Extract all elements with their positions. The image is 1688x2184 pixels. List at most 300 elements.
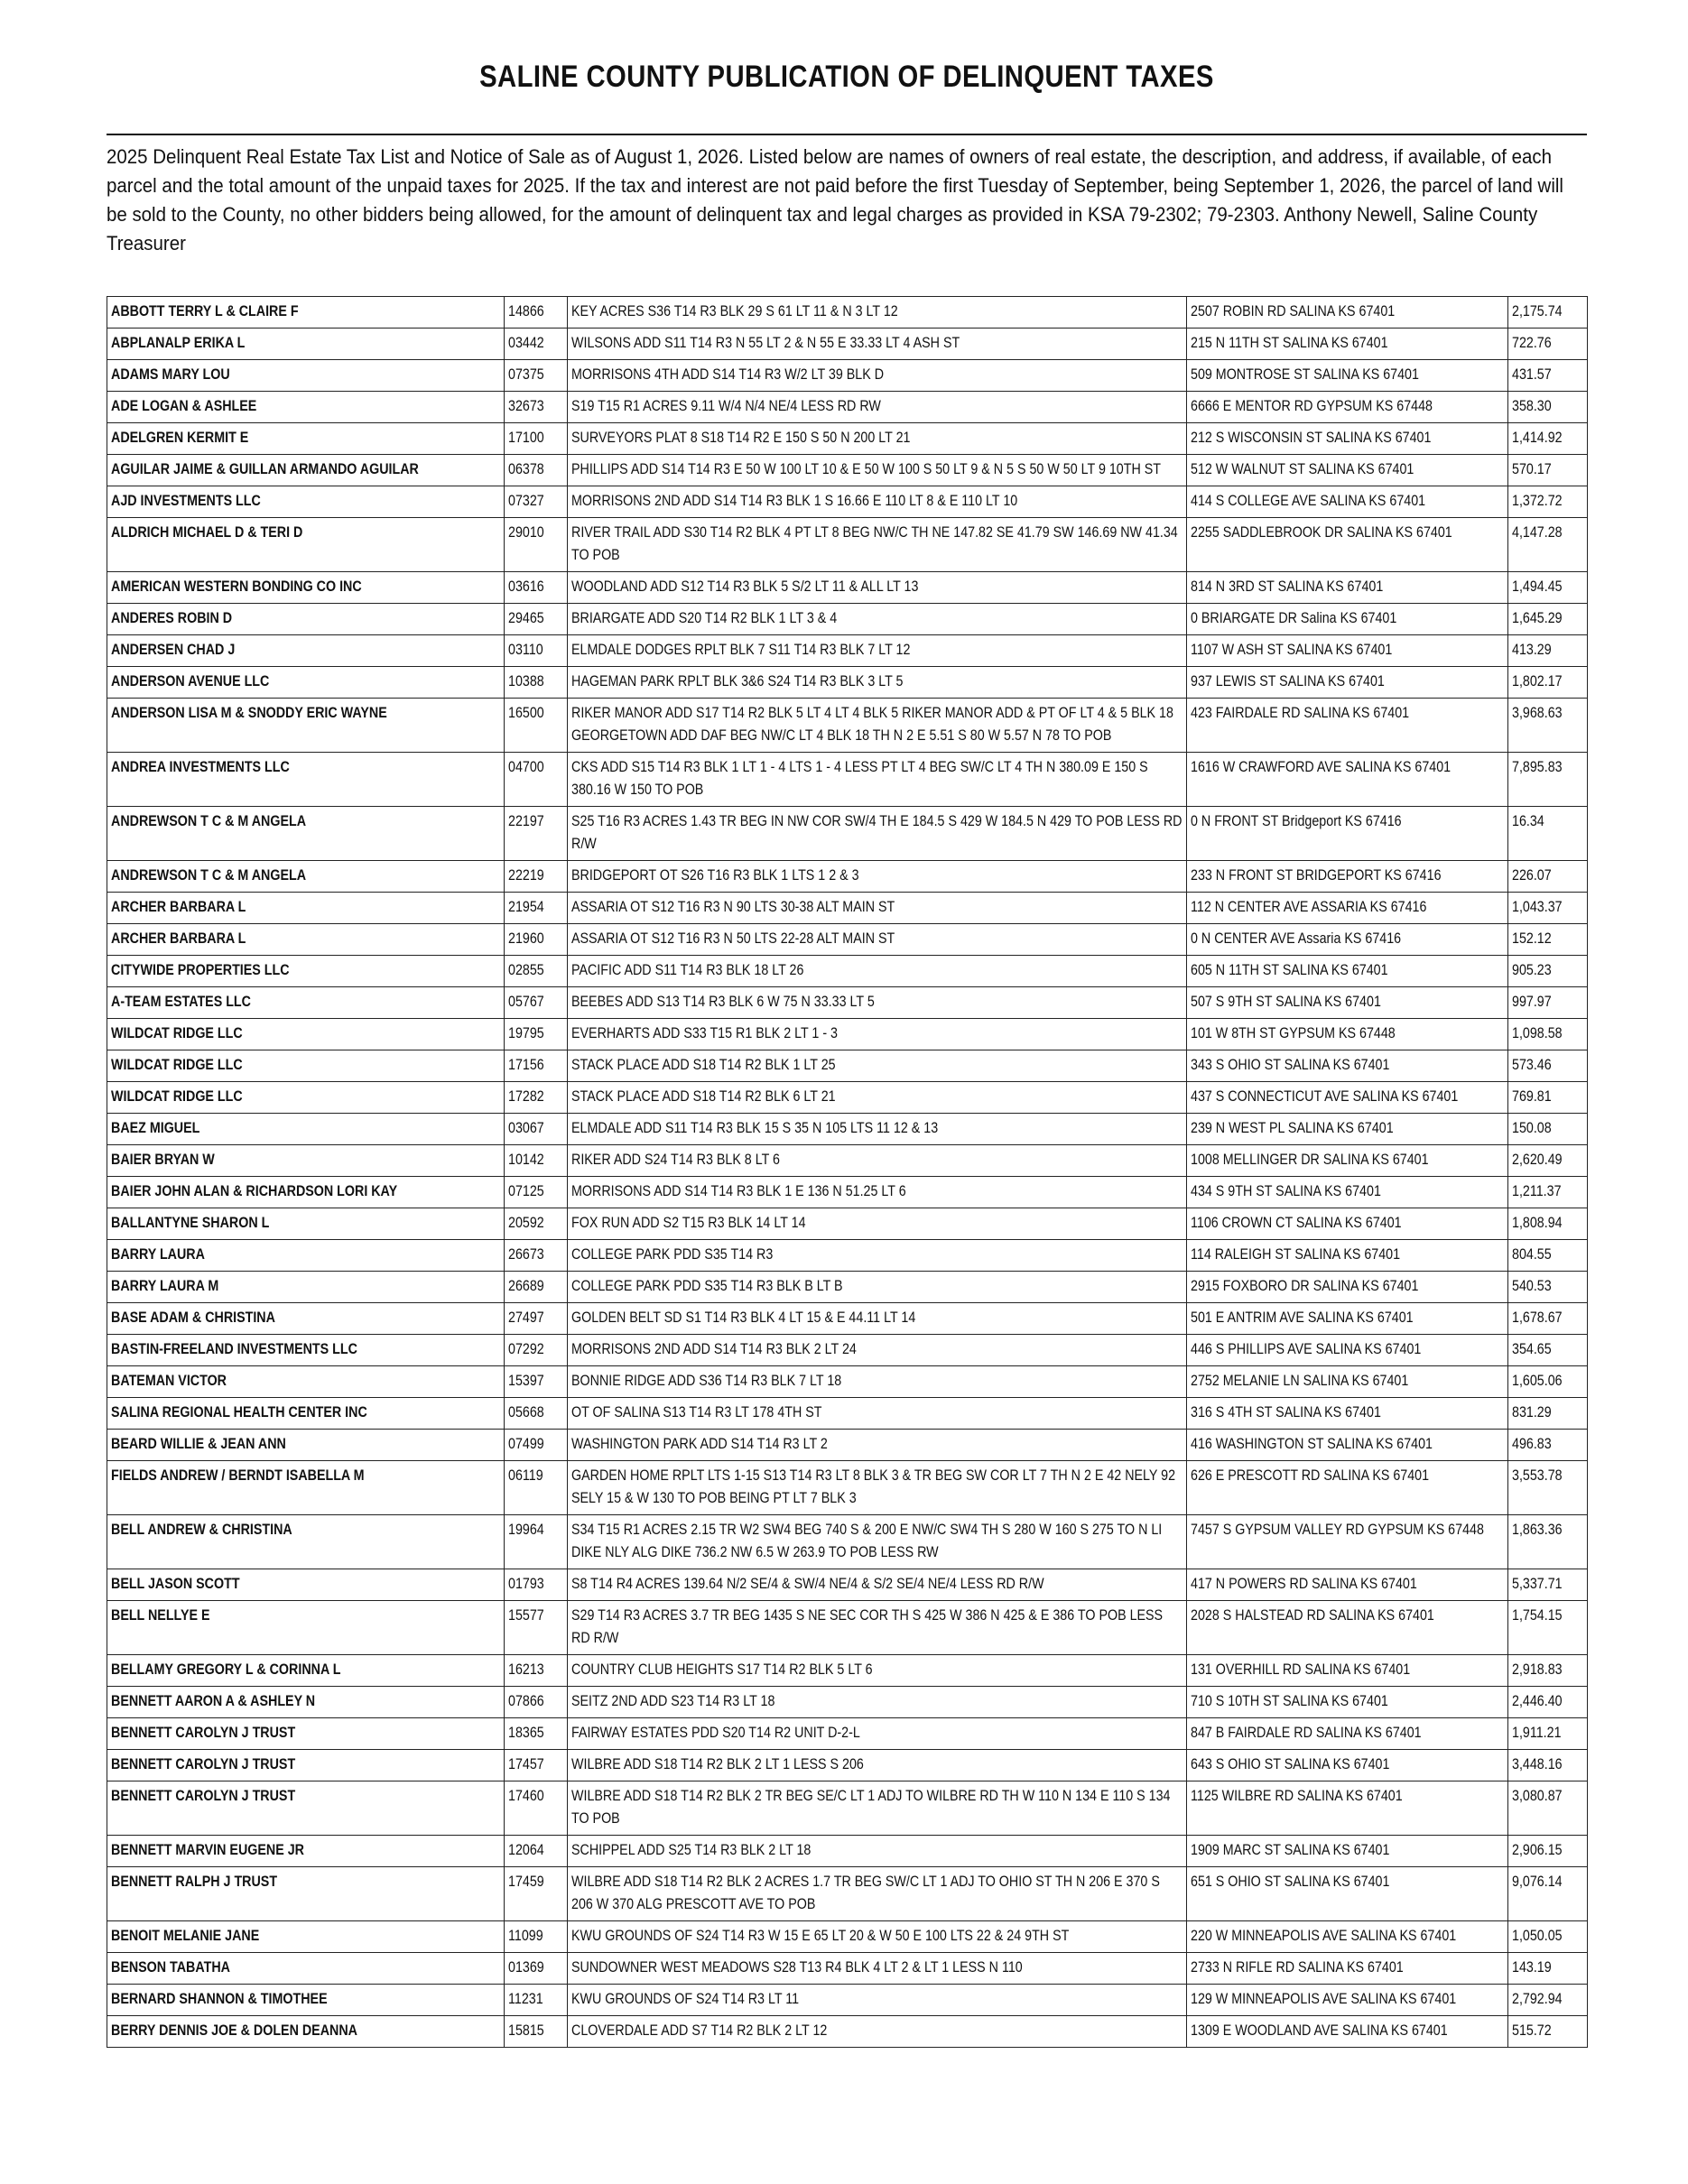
owner-name-cell bbox=[107, 604, 505, 635]
owner-name-cell bbox=[107, 924, 505, 956]
owner-name-cell bbox=[107, 1836, 505, 1867]
parcel-number-text: 20592 bbox=[508, 1214, 544, 1231]
table-row bbox=[107, 1461, 1588, 1515]
legal-description-cell bbox=[568, 1953, 1187, 1985]
owner-name-text: WILDCAT RIDGE LLC bbox=[111, 1056, 243, 1073]
owner-name-text: A-TEAM ESTATES LLC bbox=[111, 993, 251, 1010]
parcel-number-cell bbox=[505, 807, 568, 861]
owner-name-cell bbox=[107, 1050, 505, 1082]
tax-amount-text: 1,211.37 bbox=[1512, 1182, 1562, 1199]
owner-name-cell bbox=[107, 1781, 505, 1836]
table-row bbox=[107, 1718, 1588, 1750]
owner-name-cell bbox=[107, 893, 505, 924]
property-address-cell bbox=[1187, 423, 1508, 455]
table-row bbox=[107, 518, 1588, 572]
legal-description-text: BRIARGATE ADD S20 T14 R2 BLK 1 LT 3 & 4 bbox=[571, 609, 838, 626]
tax-amount-text: 4,147.28 bbox=[1512, 523, 1563, 541]
owner-name-cell bbox=[107, 1019, 505, 1050]
tax-amount-text: 152.12 bbox=[1512, 930, 1552, 947]
owner-name-text: BENNETT CAROLYN J TRUST bbox=[111, 1787, 296, 1804]
legal-description-cell bbox=[568, 1303, 1187, 1335]
owner-name-cell bbox=[107, 518, 505, 572]
owner-name-cell bbox=[107, 423, 505, 455]
tax-amount-cell bbox=[1508, 486, 1588, 518]
table-row bbox=[107, 1114, 1588, 1145]
property-address-cell bbox=[1187, 329, 1508, 360]
tax-amount-cell bbox=[1508, 807, 1588, 861]
parcel-number-text: 29465 bbox=[508, 609, 544, 626]
parcel-number-cell bbox=[505, 518, 568, 572]
parcel-number-text: 03616 bbox=[508, 578, 544, 595]
tax-amount-text: 2,175.74 bbox=[1512, 302, 1563, 319]
tax-amount-text: 358.30 bbox=[1512, 397, 1552, 414]
tax-amount-text: 7,895.83 bbox=[1512, 758, 1563, 775]
legal-description-text: KWU GROUNDS OF S24 T14 R3 W 15 E 65 LT 20 & W 50 E 100 LTS 22 & 24 9TH ST bbox=[571, 1927, 1070, 1944]
legal-description-text: EVERHARTS ADD S33 T15 R1 BLK 2 LT 1 - 3 bbox=[571, 1024, 838, 1041]
owner-name-text: ADELGREN KERMIT E bbox=[111, 429, 249, 446]
property-address-cell bbox=[1187, 1836, 1508, 1867]
parcel-number-text: 07327 bbox=[508, 492, 544, 509]
legal-description-text: WASHINGTON PARK ADD S14 T14 R3 LT 2 bbox=[571, 1435, 828, 1452]
property-address-cell bbox=[1187, 1687, 1508, 1718]
legal-description-text: ELMDALE ADD S11 T14 R3 BLK 15 S 35 N 105 LTS 11 12 & 13 bbox=[571, 1119, 939, 1136]
parcel-number-text: 10142 bbox=[508, 1151, 544, 1168]
parcel-number-cell bbox=[505, 667, 568, 699]
property-address-text: 417 N POWERS RD SALINA KS 67401 bbox=[1191, 1575, 1417, 1592]
property-address-cell bbox=[1187, 1050, 1508, 1082]
table-row bbox=[107, 1953, 1588, 1985]
tax-amount-text: 2,792.94 bbox=[1512, 1990, 1563, 2007]
tax-amount-text: 431.57 bbox=[1512, 366, 1552, 383]
legal-description-cell bbox=[568, 1655, 1187, 1687]
owner-name-text: BASE ADAM & CHRISTINA bbox=[111, 1309, 275, 1326]
legal-description-text: WILBRE ADD S18 T14 R2 BLK 2 ACRES 1.7 TR BEG SW/C LT 1 ADJ TO OHIO ST TH N 206 E 370 S 206 W 370 ALG PRESCOTT AVE TO POB bbox=[571, 1873, 1160, 1912]
parcel-number-cell bbox=[505, 1515, 568, 1569]
owner-name-text: BERRY DENNIS JOE & DOLEN DEANNA bbox=[111, 2022, 357, 2039]
legal-description-text: FAIRWAY ESTATES PDD S20 T14 R2 UNIT D-2-L bbox=[571, 1724, 860, 1741]
owner-name-text: ADAMS MARY LOU bbox=[111, 366, 230, 383]
property-address-text: 2255 SADDLEBROOK DR SALINA KS 67401 bbox=[1191, 523, 1452, 541]
parcel-number-text: 06378 bbox=[508, 460, 544, 477]
legal-description-text: MORRISONS 2ND ADD S14 T14 R3 BLK 1 S 16.66 E 110 LT 8 & E 110 LT 10 bbox=[571, 492, 1018, 509]
property-address-cell bbox=[1187, 861, 1508, 893]
owner-name-text: BAEZ MIGUEL bbox=[111, 1119, 200, 1136]
legal-description-cell bbox=[568, 572, 1187, 604]
property-address-cell bbox=[1187, 699, 1508, 753]
owner-name-text: ANDERSON AVENUE LLC bbox=[111, 672, 270, 689]
parcel-number-cell bbox=[505, 1114, 568, 1145]
property-address-text: 512 W WALNUT ST SALINA KS 67401 bbox=[1191, 460, 1414, 477]
property-address-cell bbox=[1187, 1985, 1508, 2016]
legal-description-text: FOX RUN ADD S2 T15 R3 BLK 14 LT 14 bbox=[571, 1214, 806, 1231]
tax-amount-text: 1,808.94 bbox=[1512, 1214, 1563, 1231]
legal-description-cell bbox=[568, 1050, 1187, 1082]
property-address-text: 423 FAIRDALE RD SALINA KS 67401 bbox=[1191, 704, 1410, 721]
owner-name-cell bbox=[107, 1177, 505, 1208]
property-address-text: 239 N WEST PL SALINA KS 67401 bbox=[1191, 1119, 1394, 1136]
legal-description-cell bbox=[568, 1177, 1187, 1208]
legal-description-text: SEITZ 2ND ADD S23 T14 R3 LT 18 bbox=[571, 1692, 775, 1709]
tax-amount-text: 1,372.72 bbox=[1512, 492, 1563, 509]
parcel-number-text: 15397 bbox=[508, 1372, 544, 1389]
legal-description-cell bbox=[568, 1208, 1187, 1240]
tax-amount-text: 226.07 bbox=[1512, 866, 1552, 884]
table-row bbox=[107, 861, 1588, 893]
parcel-number-cell bbox=[505, 1921, 568, 1953]
parcel-number-text: 11099 bbox=[508, 1927, 543, 1944]
owner-name-cell bbox=[107, 1985, 505, 2016]
property-address-cell bbox=[1187, 1303, 1508, 1335]
legal-description-cell bbox=[568, 987, 1187, 1019]
legal-description-cell bbox=[568, 604, 1187, 635]
property-address-cell bbox=[1187, 1082, 1508, 1114]
parcel-number-cell bbox=[505, 2016, 568, 2048]
property-address-text: 814 N 3RD ST SALINA KS 67401 bbox=[1191, 578, 1384, 595]
parcel-number-cell bbox=[505, 360, 568, 392]
legal-description-cell bbox=[568, 1921, 1187, 1953]
legal-description-text: COLLEGE PARK PDD S35 T14 R3 BLK B LT B bbox=[571, 1277, 843, 1294]
parcel-number-text: 19795 bbox=[508, 1024, 544, 1041]
parcel-number-text: 21960 bbox=[508, 930, 544, 947]
property-address-text: 847 B FAIRDALE RD SALINA KS 67401 bbox=[1191, 1724, 1422, 1741]
legal-description-text: S34 T15 R1 ACRES 2.15 TR W2 SW4 BEG 740 S & 200 E NW/C SW4 TH S 280 W 160 S 275 TO N LI DIKE NLY ALG DIKE 736.2 NW 6.5 W 263.9 TO POB LESS RW bbox=[571, 1521, 1163, 1560]
property-address-text: 114 RALEIGH ST SALINA KS 67401 bbox=[1191, 1245, 1401, 1263]
table-row bbox=[107, 1240, 1588, 1272]
legal-description-text: COUNTRY CLUB HEIGHTS S17 T14 R2 BLK 5 LT 6 bbox=[571, 1661, 873, 1678]
legal-description-text: RIVER TRAIL ADD S30 T14 R2 BLK 4 PT LT 8 BEG NW/C TH NE 147.82 SE 41.79 SW 146.69 NW 41.34 TO POB bbox=[571, 523, 1178, 563]
table-row bbox=[107, 893, 1588, 924]
tax-amount-cell bbox=[1508, 1867, 1588, 1921]
tax-amount-text: 9,076.14 bbox=[1512, 1873, 1563, 1890]
tax-amount-cell bbox=[1508, 1398, 1588, 1430]
tax-amount-text: 16.34 bbox=[1512, 812, 1544, 829]
legal-description-text: S8 T14 R4 ACRES 139.64 N/2 SE/4 & SW/4 NE/4 & S/2 SE/4 NE/4 LESS RD R/W bbox=[571, 1575, 1044, 1592]
property-address-text: 316 S 4TH ST SALINA KS 67401 bbox=[1191, 1403, 1381, 1421]
table-row bbox=[107, 924, 1588, 956]
table-row bbox=[107, 486, 1588, 518]
table-row bbox=[107, 455, 1588, 486]
legal-description-text: OT OF SALINA S13 T14 R3 LT 178 4TH ST bbox=[571, 1403, 822, 1421]
tax-amount-cell bbox=[1508, 1718, 1588, 1750]
table-row bbox=[107, 1335, 1588, 1366]
parcel-number-text: 07499 bbox=[508, 1435, 544, 1452]
legal-description-text: MORRISONS 4TH ADD S14 T14 R3 W/2 LT 39 BLK D bbox=[571, 366, 885, 383]
tax-amount-text: 3,080.87 bbox=[1512, 1787, 1563, 1804]
tax-amount-text: 769.81 bbox=[1512, 1087, 1552, 1105]
owner-name-cell bbox=[107, 392, 505, 423]
tax-amount-cell bbox=[1508, 1687, 1588, 1718]
owner-name-text: BARRY LAURA M bbox=[111, 1277, 219, 1294]
tax-amount-text: 2,918.83 bbox=[1512, 1661, 1563, 1678]
property-address-text: 416 WASHINGTON ST SALINA KS 67401 bbox=[1191, 1435, 1433, 1452]
parcel-number-cell bbox=[505, 297, 568, 329]
tax-amount-cell bbox=[1508, 1208, 1588, 1240]
tax-amount-cell bbox=[1508, 1272, 1588, 1303]
owner-name-text: BELL ANDREW & CHRISTINA bbox=[111, 1521, 292, 1538]
owner-name-text: AMERICAN WESTERN BONDING CO INC bbox=[111, 578, 362, 595]
legal-description-text: COLLEGE PARK PDD S35 T14 R3 bbox=[571, 1245, 774, 1263]
parcel-number-cell bbox=[505, 1177, 568, 1208]
parcel-number-cell bbox=[505, 604, 568, 635]
tax-amount-text: 2,906.15 bbox=[1512, 1841, 1563, 1858]
property-address-text: 507 S 9TH ST SALINA KS 67401 bbox=[1191, 993, 1381, 1010]
parcel-number-text: 18365 bbox=[508, 1724, 544, 1741]
owner-name-cell bbox=[107, 1953, 505, 1985]
legal-description-cell bbox=[568, 1985, 1187, 2016]
owner-name-text: BASTIN-FREELAND INVESTMENTS LLC bbox=[111, 1340, 357, 1357]
table-row bbox=[107, 360, 1588, 392]
parcel-number-cell bbox=[505, 486, 568, 518]
tax-amount-text: 515.72 bbox=[1512, 2022, 1552, 2039]
parcel-number-text: 19964 bbox=[508, 1521, 544, 1538]
property-address-cell bbox=[1187, 604, 1508, 635]
tax-amount-cell bbox=[1508, 1114, 1588, 1145]
parcel-number-cell bbox=[505, 1366, 568, 1398]
legal-description-text: BEEBES ADD S13 T14 R3 BLK 6 W 75 N 33.33 LT 5 bbox=[571, 993, 875, 1010]
legal-description-cell bbox=[568, 360, 1187, 392]
tax-amount-text: 2,446.40 bbox=[1512, 1692, 1563, 1709]
property-address-text: 343 S OHIO ST SALINA KS 67401 bbox=[1191, 1056, 1390, 1073]
owner-name-cell bbox=[107, 1208, 505, 1240]
tax-amount-cell bbox=[1508, 360, 1588, 392]
property-address-cell bbox=[1187, 1398, 1508, 1430]
owner-name-cell bbox=[107, 1921, 505, 1953]
parcel-number-text: 12064 bbox=[508, 1841, 544, 1858]
tax-amount-text: 997.97 bbox=[1512, 993, 1552, 1010]
property-address-text: 501 E ANTRIM AVE SALINA KS 67401 bbox=[1191, 1309, 1414, 1326]
property-address-text: 233 N FRONT ST BRIDGEPORT KS 67416 bbox=[1191, 866, 1442, 884]
property-address-cell bbox=[1187, 1177, 1508, 1208]
tax-amount-cell bbox=[1508, 1750, 1588, 1781]
owner-name-cell bbox=[107, 329, 505, 360]
table-row bbox=[107, 1781, 1588, 1836]
property-address-text: 1107 W ASH ST SALINA KS 67401 bbox=[1191, 641, 1393, 658]
table-row bbox=[107, 329, 1588, 360]
property-address-text: 212 S WISCONSIN ST SALINA KS 67401 bbox=[1191, 429, 1432, 446]
parcel-number-text: 05668 bbox=[508, 1403, 544, 1421]
tax-amount-text: 1,863.36 bbox=[1512, 1521, 1563, 1538]
legal-description-cell bbox=[568, 455, 1187, 486]
parcel-number-cell bbox=[505, 635, 568, 667]
table-row bbox=[107, 1019, 1588, 1050]
tax-amount-cell bbox=[1508, 392, 1588, 423]
owner-name-text: ARCHER BARBARA L bbox=[111, 930, 246, 947]
property-address-text: 129 W MINNEAPOLIS AVE SALINA KS 67401 bbox=[1191, 1990, 1457, 2007]
owner-name-text: WILDCAT RIDGE LLC bbox=[111, 1087, 243, 1105]
owner-name-text: BELLAMY GREGORY L & CORINNA L bbox=[111, 1661, 341, 1678]
legal-description-cell bbox=[568, 807, 1187, 861]
owner-name-text: WILDCAT RIDGE LLC bbox=[111, 1024, 243, 1041]
parcel-number-text: 07866 bbox=[508, 1692, 544, 1709]
legal-description-cell bbox=[568, 635, 1187, 667]
parcel-number-text: 22197 bbox=[508, 812, 544, 829]
owner-name-cell bbox=[107, 1687, 505, 1718]
parcel-number-cell bbox=[505, 1019, 568, 1050]
tax-amount-text: 2,620.49 bbox=[1512, 1151, 1563, 1168]
property-address-text: 1616 W CRAWFORD AVE SALINA KS 67401 bbox=[1191, 758, 1451, 775]
owner-name-cell bbox=[107, 2016, 505, 2048]
parcel-number-cell bbox=[505, 1687, 568, 1718]
owner-name-text: ANDREWSON T C & M ANGELA bbox=[111, 812, 307, 829]
table-row bbox=[107, 604, 1588, 635]
legal-description-text: ELMDALE DODGES RPLT BLK 7 S11 T14 R3 BLK 7 LT 12 bbox=[571, 641, 911, 658]
property-address-cell bbox=[1187, 455, 1508, 486]
legal-description-cell bbox=[568, 1019, 1187, 1050]
table-row bbox=[107, 1655, 1588, 1687]
parcel-number-cell bbox=[505, 753, 568, 807]
legal-description-text: WILBRE ADD S18 T14 R2 BLK 2 TR BEG SE/C LT 1 ADJ TO WILBRE RD TH W 110 N 134 E 110 S 134 TO POB bbox=[571, 1787, 1171, 1827]
table-row bbox=[107, 572, 1588, 604]
property-address-text: 7457 S GYPSUM VALLEY RD GYPSUM KS 67448 bbox=[1191, 1521, 1484, 1538]
legal-description-text: MORRISONS 2ND ADD S14 T14 R3 BLK 2 LT 24 bbox=[571, 1340, 857, 1357]
table-row bbox=[107, 635, 1588, 667]
property-address-text: 0 N CENTER AVE Assaria KS 67416 bbox=[1191, 930, 1402, 947]
legal-description-text: SUNDOWNER WEST MEADOWS S28 T13 R4 BLK 4 LT 2 & LT 1 LESS N 110 bbox=[571, 1958, 1023, 1976]
property-address-cell bbox=[1187, 1272, 1508, 1303]
tax-amount-text: 722.76 bbox=[1512, 334, 1552, 351]
owner-name-cell bbox=[107, 1515, 505, 1569]
owner-name-text: BENOIT MELANIE JANE bbox=[111, 1927, 260, 1944]
legal-description-cell bbox=[568, 1569, 1187, 1601]
tax-amount-cell bbox=[1508, 1082, 1588, 1114]
tax-amount-text: 5,337.71 bbox=[1512, 1575, 1563, 1592]
parcel-number-cell bbox=[505, 1953, 568, 1985]
owner-name-text: ARCHER BARBARA L bbox=[111, 898, 246, 915]
property-address-cell bbox=[1187, 807, 1508, 861]
property-address-cell bbox=[1187, 1515, 1508, 1569]
property-address-text: 434 S 9TH ST SALINA KS 67401 bbox=[1191, 1182, 1381, 1199]
owner-name-cell bbox=[107, 1335, 505, 1366]
owner-name-cell bbox=[107, 486, 505, 518]
property-address-cell bbox=[1187, 1461, 1508, 1515]
tax-amount-text: 831.29 bbox=[1512, 1403, 1552, 1421]
property-address-cell bbox=[1187, 893, 1508, 924]
parcel-number-text: 17282 bbox=[508, 1087, 544, 1105]
parcel-number-text: 15577 bbox=[508, 1606, 544, 1624]
parcel-number-text: 17457 bbox=[508, 1755, 544, 1772]
legal-description-cell bbox=[568, 1867, 1187, 1921]
tax-amount-cell bbox=[1508, 1461, 1588, 1515]
legal-description-cell bbox=[568, 423, 1187, 455]
legal-description-cell bbox=[568, 1836, 1187, 1867]
owner-name-text: ALDRICH MICHAEL D & TERI D bbox=[111, 523, 303, 541]
owner-name-text: ANDERSEN CHAD J bbox=[111, 641, 236, 658]
tax-amount-cell bbox=[1508, 1836, 1588, 1867]
tax-amount-cell bbox=[1508, 924, 1588, 956]
legal-description-cell bbox=[568, 1750, 1187, 1781]
owner-name-text: CITYWIDE PROPERTIES LLC bbox=[111, 961, 290, 978]
tax-amount-cell bbox=[1508, 699, 1588, 753]
table-row bbox=[107, 1303, 1588, 1335]
parcel-number-cell bbox=[505, 1050, 568, 1082]
table-row bbox=[107, 1398, 1588, 1430]
tax-amount-cell bbox=[1508, 1240, 1588, 1272]
property-address-cell bbox=[1187, 518, 1508, 572]
property-address-cell bbox=[1187, 2016, 1508, 2048]
legal-description-cell bbox=[568, 1082, 1187, 1114]
property-address-cell bbox=[1187, 1750, 1508, 1781]
property-address-text: 643 S OHIO ST SALINA KS 67401 bbox=[1191, 1755, 1390, 1772]
legal-description-cell bbox=[568, 1145, 1187, 1177]
owner-name-text: BERNARD SHANNON & TIMOTHEE bbox=[111, 1990, 328, 2007]
owner-name-text: BALLANTYNE SHARON L bbox=[111, 1214, 270, 1231]
owner-name-text: ABPLANALP ERIKA L bbox=[111, 334, 246, 351]
owner-name-cell bbox=[107, 455, 505, 486]
tax-amount-cell bbox=[1508, 1177, 1588, 1208]
parcel-number-text: 26673 bbox=[508, 1245, 544, 1263]
legal-description-cell bbox=[568, 667, 1187, 699]
title-divider bbox=[107, 134, 1587, 135]
tax-amount-cell bbox=[1508, 297, 1588, 329]
property-address-cell bbox=[1187, 1921, 1508, 1953]
table-row bbox=[107, 1145, 1588, 1177]
property-address-text: 2733 N RIFLE RD SALINA KS 67401 bbox=[1191, 1958, 1404, 1976]
parcel-number-text: 11231 bbox=[508, 1990, 543, 2007]
parcel-number-text: 17460 bbox=[508, 1787, 544, 1804]
parcel-number-text: 01793 bbox=[508, 1575, 544, 1592]
legal-description-cell bbox=[568, 1398, 1187, 1430]
tax-amount-cell bbox=[1508, 1019, 1588, 1050]
notice-paragraph: 2025 Delinquent Real Estate Tax List and Notice of Sale as of August 1, 2026. Listed below are names of owners of real estate, the description, and address, if available, of each parcel and the total amount of the unpaid taxes for 2025. If the tax and interest are not paid before the first Tuesday of September, being September 1, 2026, the parcel of land will be sold to the County, no other bidders being allowed, for the amount of delinquent tax and legal charges as provided in KSA 79-2302; 79-2303. Anthony Newell, Saline County Treasurer bbox=[107, 145, 1563, 254]
owner-name-text: BENNETT CAROLYN J TRUST bbox=[111, 1724, 296, 1741]
tax-amount-text: 1,043.37 bbox=[1512, 898, 1563, 915]
parcel-number-text: 03067 bbox=[508, 1119, 544, 1136]
property-address-text: 2507 ROBIN RD SALINA KS 67401 bbox=[1191, 302, 1396, 319]
legal-description-text: HAGEMAN PARK RPLT BLK 3&6 S24 T14 R3 BLK 3 LT 5 bbox=[571, 672, 904, 689]
owner-name-cell bbox=[107, 297, 505, 329]
parcel-number-cell bbox=[505, 1985, 568, 2016]
property-address-cell bbox=[1187, 1240, 1508, 1272]
property-address-text: 0 N FRONT ST Bridgeport KS 67416 bbox=[1191, 812, 1402, 829]
owner-name-cell bbox=[107, 1718, 505, 1750]
tax-amount-cell bbox=[1508, 423, 1588, 455]
owner-name-cell bbox=[107, 1114, 505, 1145]
parcel-number-text: 07125 bbox=[508, 1182, 544, 1199]
property-address-cell bbox=[1187, 1208, 1508, 1240]
property-address-text: 112 N CENTER AVE ASSARIA KS 67416 bbox=[1191, 898, 1427, 915]
property-address-text: 2752 MELANIE LN SALINA KS 67401 bbox=[1191, 1372, 1409, 1389]
tax-amount-text: 905.23 bbox=[1512, 961, 1552, 978]
table-row bbox=[107, 1921, 1588, 1953]
parcel-number-cell bbox=[505, 1461, 568, 1515]
property-address-text: 1008 MELLINGER DR SALINA KS 67401 bbox=[1191, 1151, 1429, 1168]
legal-description-cell bbox=[568, 1601, 1187, 1655]
tax-amount-cell bbox=[1508, 753, 1588, 807]
legal-description-text: S25 T16 R3 ACRES 1.43 TR BEG IN NW COR SW/4 TH E 184.5 S 429 W 184.5 N 429 TO POB LESS RD R/W bbox=[571, 812, 1183, 852]
parcel-number-cell bbox=[505, 1867, 568, 1921]
legal-description-cell bbox=[568, 392, 1187, 423]
parcel-number-cell bbox=[505, 893, 568, 924]
table-row bbox=[107, 297, 1588, 329]
table-row bbox=[107, 1569, 1588, 1601]
tax-amount-text: 3,553.78 bbox=[1512, 1467, 1563, 1484]
parcel-number-cell bbox=[505, 1718, 568, 1750]
parcel-number-text: 16213 bbox=[508, 1661, 544, 1678]
parcel-number-cell bbox=[505, 1781, 568, 1836]
parcel-number-text: 32673 bbox=[508, 397, 544, 414]
legal-description-cell bbox=[568, 1240, 1187, 1272]
table-row bbox=[107, 1272, 1588, 1303]
parcel-number-cell bbox=[505, 956, 568, 987]
owner-name-text: ANDREA INVESTMENTS LLC bbox=[111, 758, 290, 775]
parcel-number-text: 01369 bbox=[508, 1958, 544, 1976]
property-address-cell bbox=[1187, 1781, 1508, 1836]
tax-amount-text: 1,414.92 bbox=[1512, 429, 1563, 446]
legal-description-text: BONNIE RIDGE ADD S36 T14 R3 BLK 7 LT 18 bbox=[571, 1372, 842, 1389]
tax-amount-text: 1,754.15 bbox=[1512, 1606, 1563, 1624]
tax-amount-cell bbox=[1508, 1145, 1588, 1177]
parcel-number-cell bbox=[505, 392, 568, 423]
